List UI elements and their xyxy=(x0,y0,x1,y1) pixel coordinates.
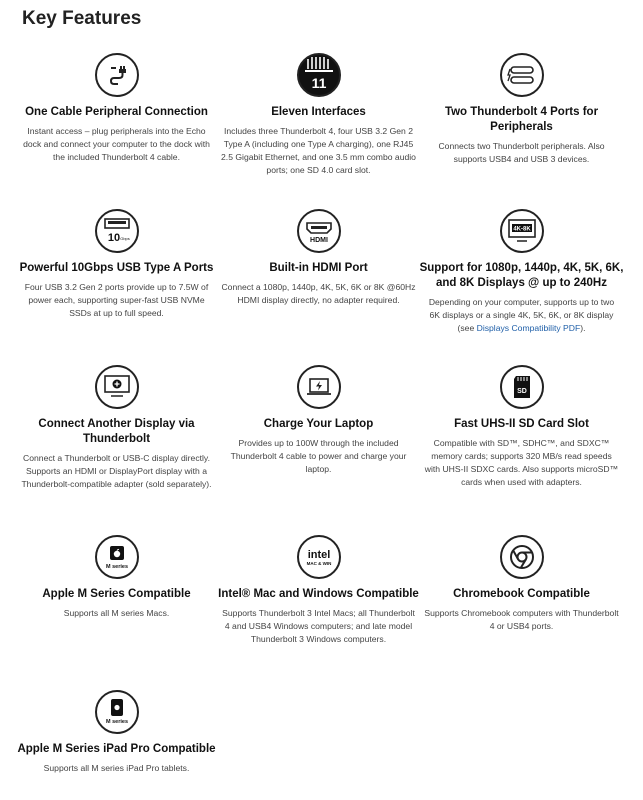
sd-card-icon xyxy=(500,365,544,409)
feature-description: Includes three Thunderbolt 4, four USB 3.2 Gen 2 Type A (including one Type A charging), one RJ45 2.5 Gigabit Ethernet, and one 3.5 mm combo audio ports; one SD 4.0 card slot. xyxy=(221,126,416,175)
apple-m-series-text: M series xyxy=(105,564,128,570)
hdmi-icon xyxy=(297,209,341,253)
feature-title: Intel® Mac and Windows Compatible xyxy=(218,588,419,600)
feature-title: Two Thunderbolt 4 Ports for Peripherals xyxy=(444,106,599,133)
feature-description xyxy=(419,296,624,335)
displays-compatibility-link[interactable]: Displays Compatibility PDF xyxy=(476,323,581,333)
feature-title: Eleven Interfaces xyxy=(271,106,366,118)
feature-sd-card xyxy=(419,365,624,489)
feature-title: Apple M Series iPad Pro Compatible xyxy=(17,743,216,755)
usb-speed-unit: Gbps xyxy=(119,236,130,241)
sd-icon-text: SD xyxy=(516,388,527,395)
feature-intel xyxy=(216,535,421,646)
feature-description: Connects two Thunderbolt peripherals. Also supports USB4 and USB 3 devices. xyxy=(438,141,605,164)
description-text: Depending on your computer, supports up to two 6K displays or a single 4K, 5K, 6K, or 8K display (see xyxy=(428,297,615,333)
usb-speed-text: 10 xyxy=(107,232,120,244)
thunderbolt-ports-icon xyxy=(500,53,544,97)
feature-description: Supports all M series iPad Pro tablets. xyxy=(43,763,190,773)
apple-m-series-icon xyxy=(95,535,139,579)
add-display-icon xyxy=(95,365,139,409)
display-4k-8k-icon xyxy=(500,209,544,253)
feature-description: Instant access – plug peripherals into the Echo dock and connect your computer to the dock with the included Thunderbolt 4 cable. xyxy=(23,126,210,162)
feature-one-cable xyxy=(14,53,219,164)
feature-description: Provides up to 100W through the included Thunderbolt 4 cable to power and charge your laptop. xyxy=(230,438,407,474)
feature-title: Fast UHS-II SD Card Slot xyxy=(454,418,589,430)
feature-two-thunderbolt xyxy=(419,53,624,166)
hdmi-icon-text: HDMI xyxy=(309,237,328,244)
feature-title: Built-in HDMI Port xyxy=(269,262,368,274)
cable-icon xyxy=(95,53,139,97)
feature-title: Apple M Series Compatible xyxy=(42,588,191,600)
feature-hdmi xyxy=(216,209,421,307)
feature-description: Connect a 1080p, 1440p, 4K, 5K, 6K or 8K @60Hz HDMI display directly, no adapter required. xyxy=(221,282,416,305)
display-icon-text: 4K-8K xyxy=(512,226,531,233)
feature-title: Chromebook Compatible xyxy=(453,588,590,600)
eleven-interfaces-icon xyxy=(297,53,341,97)
feature-description: Supports Thunderbolt 3 Intel Macs; all Thunderbolt 4 and USB4 Windows computers; and late model Thunderbolt 3 Windows computers. xyxy=(222,608,415,644)
feature-chromebook xyxy=(419,535,624,633)
ipad-m-series-icon xyxy=(95,690,139,734)
feature-apple-m-series xyxy=(14,535,219,620)
feature-title: Charge Your Laptop xyxy=(263,418,374,430)
intel-icon-text: intel xyxy=(307,549,330,561)
page-title: Key Features xyxy=(22,8,142,29)
feature-charge-laptop xyxy=(216,365,421,476)
feature-eleven-interfaces xyxy=(216,53,421,177)
feature-another-display xyxy=(14,365,219,491)
feature-title: Powerful 10Gbps USB Type A Ports xyxy=(19,262,214,274)
feature-display-support xyxy=(419,209,624,335)
intel-icon-subtext: MAC & WIN xyxy=(306,561,331,566)
feature-description: Supports all M series Macs. xyxy=(63,608,170,618)
feature-title: Support for 1080p, 1440p, 4K, 5K, 6K, and 8K Displays @ up to 240Hz xyxy=(419,262,624,289)
feature-description: Compatible with SD™, SDHC™, and SDXC™ memory cards; supports 320 MB/s read speeds with UHS-II SDXC cards. Also supports microSD™ cards when used with adapters. xyxy=(424,438,619,487)
feature-title: Connect Another Display via Thunderbolt xyxy=(38,418,195,445)
feature-usb-10gbps xyxy=(14,209,219,320)
feature-description: Four USB 3.2 Gen 2 ports provide up to 7.5W of power each, supporting super-fast USB NVMe SSDs at up to full speed. xyxy=(24,282,209,318)
laptop-charge-icon xyxy=(297,365,341,409)
usb-10gbps-icon xyxy=(95,209,139,253)
description-end: ). xyxy=(580,323,586,333)
feature-description: Connect a Thunderbolt or USB-C display directly. Supports an HDMI or DisplayPort display with a Thunderbolt-compatible adapter (sold separately). xyxy=(21,453,212,489)
feature-title: One Cable Peripheral Connection xyxy=(25,106,208,118)
eleven-interfaces-icon-text: 11 xyxy=(311,75,326,91)
intel-icon xyxy=(297,535,341,579)
ipad-m-series-text: M series xyxy=(105,719,128,725)
chrome-icon xyxy=(500,535,544,579)
feature-description: Supports Chromebook computers with Thunderbolt 4 or USB4 ports. xyxy=(424,608,619,631)
feature-ipad-m-series xyxy=(14,690,219,775)
